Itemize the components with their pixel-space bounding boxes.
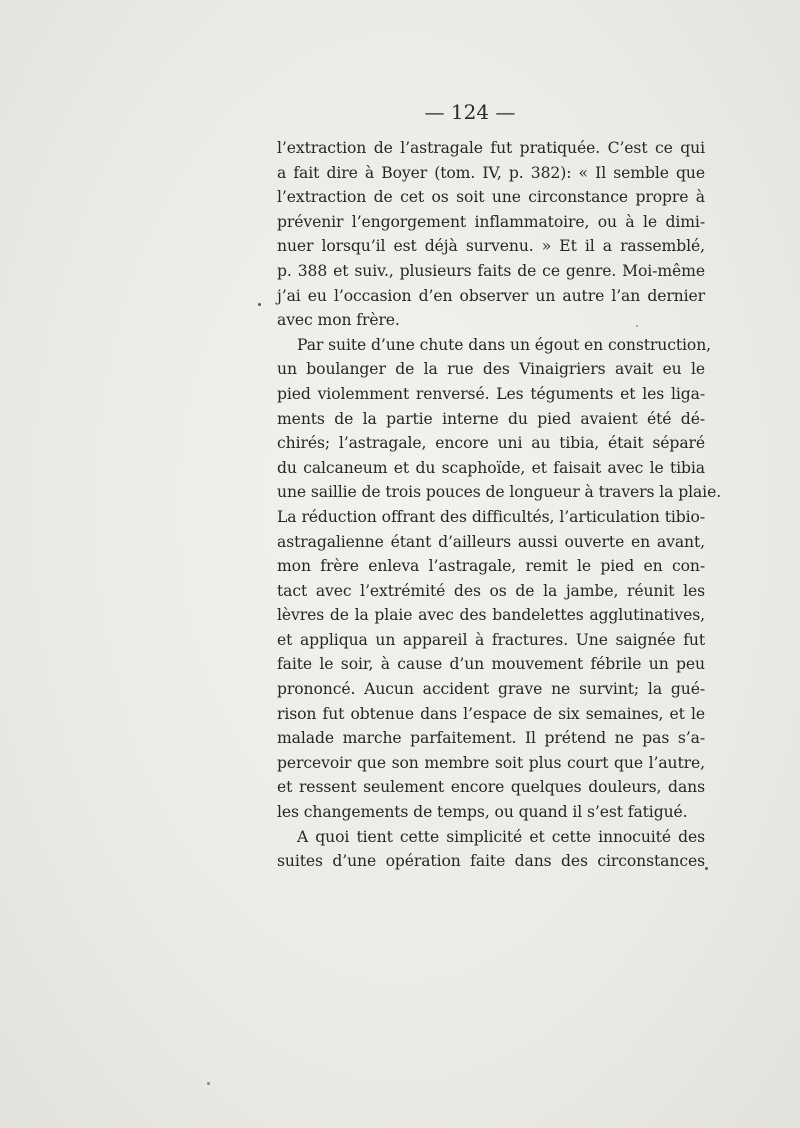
text-line: faite le soir, à cause d’un mouvement fébrile un peu [277, 655, 705, 674]
text-line: percevoir que son membre soit plus court que l’autre, [277, 753, 705, 772]
text-line: et ressent seulement encore quelques douleurs, dans [277, 778, 705, 797]
paper-speck [258, 303, 261, 306]
text-line: p. 388 et suiv., plusieurs faits de ce genre. Moi-même [277, 261, 705, 280]
text-line: a fait dire à Boyer (tom. IV, p. 382): « Il semble que [277, 163, 705, 182]
text-line: prononcé. Aucun accident grave ne survint; la gué- [277, 680, 705, 699]
text-line: rison fut obtenue dans l’espace de six semaines, et le [277, 704, 705, 723]
text-line: pied violemment renversé. Les téguments et les liga- [277, 384, 705, 403]
paper-speck [636, 325, 638, 327]
text-line: un boulanger de la rue des Vinaigriers avait eu le [277, 360, 705, 379]
page-number: — 124 — [424, 100, 516, 124]
text-line: une saillie de trois pouces de longueur à travers la plaie. [277, 483, 722, 502]
text-line: chirés; l’astragale, encore uni au tibia, était séparé [277, 434, 705, 453]
paragraph [277, 825, 705, 874]
text-line: nuer lorsqu’il est déjà survenu. » Et il a rassemblé, [277, 237, 705, 256]
paper-speck [207, 1082, 210, 1085]
text-line: les changements de temps, ou quand il s’est fatigué. [277, 803, 688, 822]
paper-speck [705, 867, 708, 870]
text-line: prévenir l’engorgement inflammatoire, ou à le dimi- [277, 212, 705, 231]
text-line: lèvres de la plaie avec des bandelettes agglutinatives, [277, 606, 705, 625]
paragraph [277, 136, 705, 333]
text-line: l’extraction de cet os soit une circonstance propre à [277, 188, 705, 207]
text-line: avec mon frère. [277, 311, 400, 330]
text-line: ments de la partie interne du pied avaient été dé- [277, 409, 705, 428]
text-line: Par suite d’une chute dans un égout en construction, [297, 335, 711, 354]
body-text [277, 136, 722, 874]
text-line: et appliqua un appareil à fractures. Une saignée fut [277, 630, 705, 649]
text-line: l’extraction de l’astragale fut pratiquée. C’est ce qui [277, 139, 705, 157]
text-line: j’ai eu l’occasion d’en observer un autre l’an dernier [277, 286, 705, 305]
text-line: du calcaneum et du scaphoïde, et faisait avec le tibia [277, 458, 705, 477]
text-line: mon frère enleva l’astragale, remit le pied en con- [277, 557, 705, 576]
text-line: suites d’une opération faite dans des circonstances [277, 852, 705, 871]
text-line: astragalienne étant d’ailleurs aussi ouverte en avant, [277, 532, 705, 551]
text-line: A quoi tient cette simplicité et cette innocuité des [297, 827, 705, 846]
text-line: La réduction offrant des difficultés, l’articulation tibio- [277, 507, 705, 526]
text-line: malade marche parfaitement. Il prétend ne pas s’a- [277, 729, 705, 748]
paragraph [277, 333, 722, 825]
text-line: tact avec l’extrémité des os de la jambe, réunit les [277, 581, 705, 600]
